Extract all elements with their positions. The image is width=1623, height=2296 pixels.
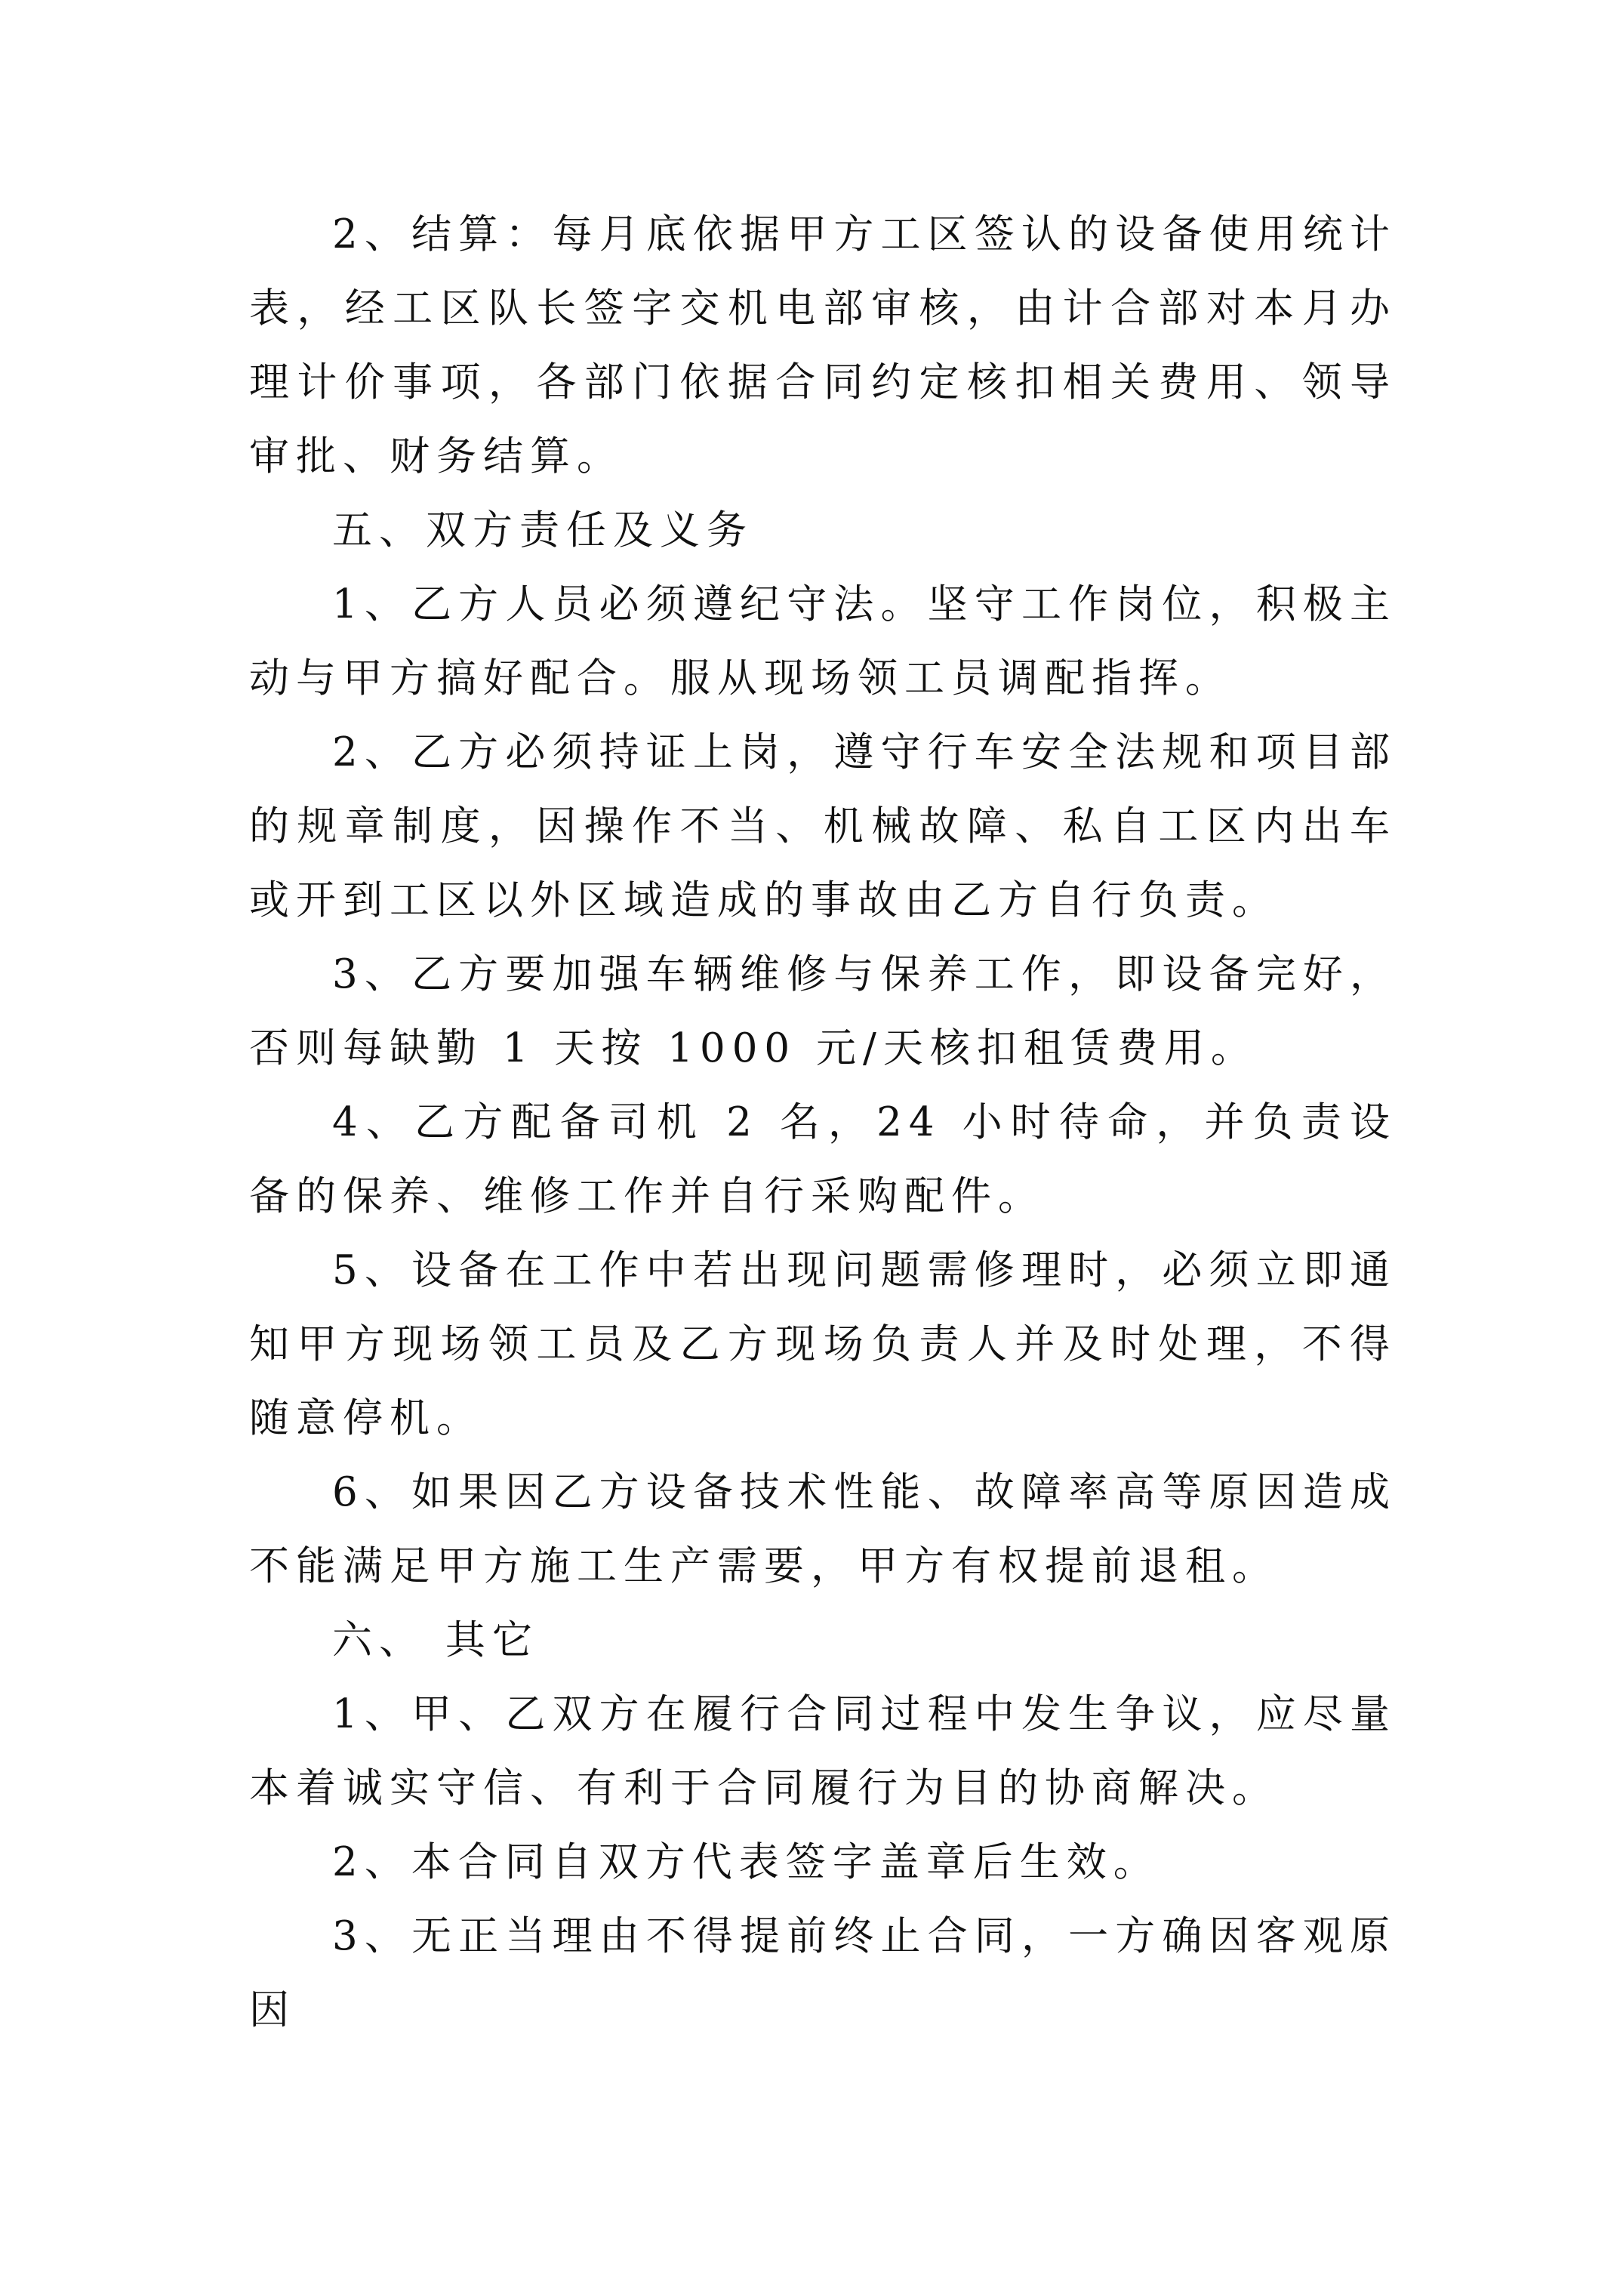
paragraph-clause-5: 5、设备在工作中若出现问题需修理时，必须立即通知甲方现场领工员及乙方现场负责人并及时处理，不得随意停机。 — [249, 1247, 1397, 1441]
paragraph-clause-4: 4、乙方配备司机 2 名，24 小时待命，并负责设备的保养、维修工作并自行采购配件。 — [249, 1099, 1397, 1219]
paragraph-clause-6: 6、如果因乙方设备技术性能、故障率高等原因造成不能满足甲方施工生产需要，甲方有权提前退租。 — [249, 1469, 1397, 1589]
paragraph-clause-2: 2、乙方必须持证上岗，遵守行车安全法规和项目部的规章制度，因操作不当、机械故障、私自工区内出车或开到工区以外区域造成的事故由乙方自行负责。 — [249, 729, 1397, 923]
paragraph-other-2: 2、本合同自双方代表签字盖章后生效。 — [332, 1839, 1160, 1885]
paragraph-clause-1: 1、乙方人员必须遵纪守法。坚守工作岗位，积极主动与甲方搞好配合。服从现场领工员调配指挥。 — [249, 581, 1397, 701]
paragraph-clause-3: 3、乙方要加强车辆维修与保养工作，即设备完好，否则每缺勤 1 天按 1000 元/天核扣租赁费用。 — [249, 951, 1397, 1071]
paragraph-other-3: 3、无正当理由不得提前终止合同，一方确因客观原因 — [249, 1913, 1397, 2033]
section-heading-responsibilities: 五、双方责任及义务 — [332, 507, 753, 553]
paragraph-other-1: 1、甲、乙双方在履行合同过程中发生争议，应尽量本着诚实守信、有利于合同履行为目的协商解决。 — [249, 1691, 1397, 1811]
paragraph-settlement: 2、结算：每月底依据甲方工区签认的设备使用统计表，经工区队长签字交机电部审核，由计合部对本月办理计价事项，各部门依据合同约定核扣相关费用、领导审批、财务结算。 — [249, 211, 1397, 479]
document-body — [249, 198, 1397, 2048]
section-heading-other: 六、 其它 — [332, 1617, 539, 1663]
